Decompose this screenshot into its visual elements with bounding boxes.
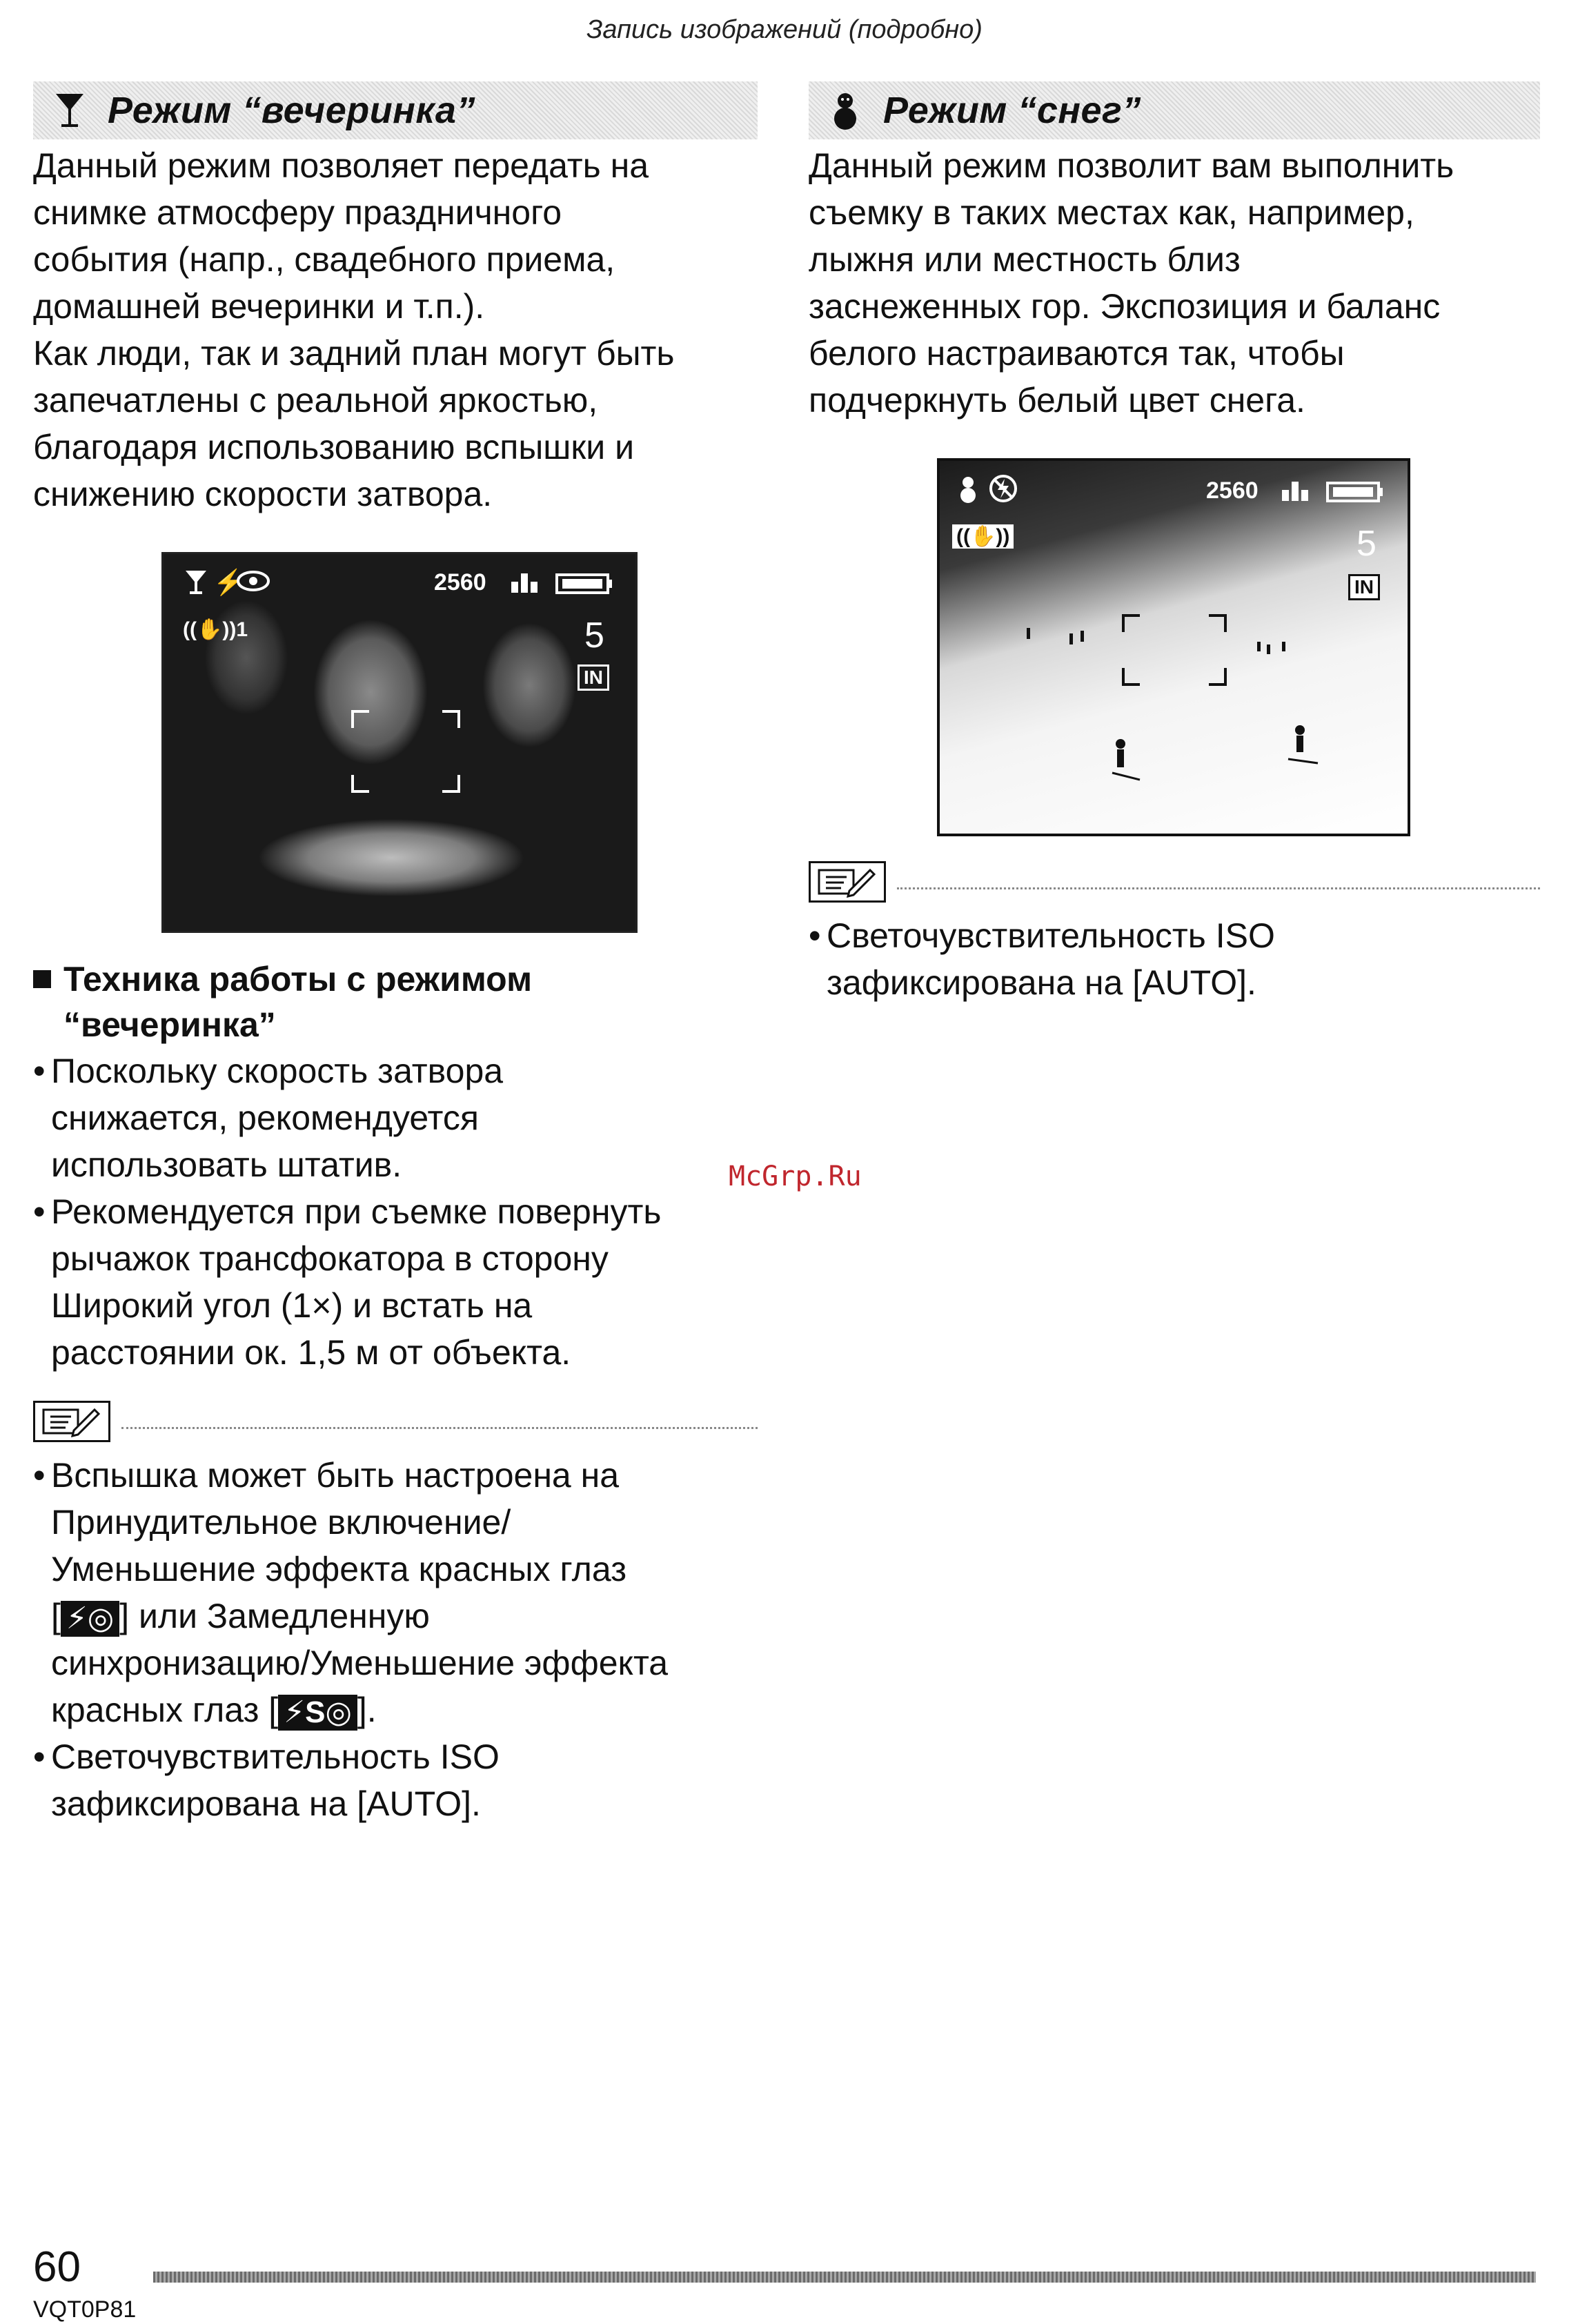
flash-redeye-badge: ⚡◎ (61, 1601, 119, 1637)
snow-camera-screen (937, 458, 1410, 836)
list-item: • Рекомендуется при съемке повернуть рычажок трансфокатора в сторону Широкий угол (1×) и встать на расстоянии ок. 1,5 м от объекта. (33, 1188, 758, 1376)
stabilizer-icon: ((✋)) (952, 524, 1014, 549)
party-intro-line: домашней вечеринки и т.п.). (33, 287, 485, 326)
shots-remaining: 5 (584, 616, 604, 656)
slow-sync-badge: ⚡S◎ (278, 1695, 357, 1731)
party-mode-osd-icon (184, 569, 208, 602)
technique-heading-line: Техника работы с режимом (63, 960, 533, 998)
party-mode-title: Режим “вечеринка” (108, 90, 475, 131)
flash-icon: ⚡ (213, 568, 244, 596)
af-frame-corner (351, 710, 369, 728)
af-frame-corner (442, 775, 460, 793)
snowman-icon (821, 86, 869, 135)
resolution-readout: 2560 (1206, 477, 1259, 504)
party-note-marker (33, 1401, 758, 1442)
party-intro (33, 142, 758, 518)
list-item: • Вспышка может быть настроена на Принудительное включение/ Уменьшение эффекта красных глаз [ ⚡◎ ] или Замедленную синхронизацию/Уменьшение эффекта красных глаз [ ⚡S◎ ]. (33, 1452, 758, 1733)
snow-note-marker (809, 861, 1540, 903)
shots-remaining: 5 (1356, 524, 1376, 564)
snow-intro-line: Данный режим позволит вам выполнить (809, 146, 1454, 185)
red-eye-icon (235, 569, 271, 596)
party-intro-line: снимке атмосферу праздничного (33, 193, 562, 232)
skier-figures (940, 461, 1408, 834)
list-item: • Поскольку скорость затвора снижается, рекомендуется использовать штатив. (33, 1047, 758, 1188)
party-intro-line: Как люди, так и задний план могут быть (33, 334, 675, 373)
quality-icon (509, 571, 540, 598)
snow-intro-line: подчеркнуть белый цвет снега. (809, 381, 1305, 420)
watermark: McGrp.Ru (729, 1161, 862, 1192)
battery-icon (555, 572, 613, 599)
section-header: Запись изображений (подробно) (586, 15, 983, 44)
party-camera-screen (161, 552, 638, 933)
snow-mode-title-bar (809, 81, 1540, 139)
party-intro-line: снижению скорости затвора. (33, 475, 493, 513)
technique-heading-line: “вечеринка” (63, 1005, 276, 1044)
snow-intro-line: белого настраиваются так, чтобы (809, 334, 1345, 373)
note-pencil-icon (33, 1401, 110, 1442)
party-intro-line: события (напр., свадебного приема, (33, 240, 615, 279)
party-mode-column (33, 81, 758, 1827)
note-pencil-icon (809, 861, 886, 903)
party-note-list (33, 1452, 758, 1827)
party-intro-line: Данный режим позволяет передать на (33, 146, 649, 185)
snow-intro-line: заснеженных гор. Экспозиция и баланс (809, 287, 1441, 326)
snow-mode-title: Режим “снег” (883, 90, 1141, 131)
party-mode-title-bar (33, 81, 758, 139)
party-technique-heading (33, 956, 758, 1047)
internal-memory-icon: IN (578, 664, 609, 691)
snow-note-list (809, 912, 1540, 1006)
document-code: VQT0P81 (33, 2296, 137, 2323)
snow-mode-column (809, 81, 1540, 1006)
party-technique-list (33, 1047, 758, 1376)
snow-intro-line: лыжня или местность близ (809, 240, 1241, 279)
note-divider (897, 887, 1540, 889)
heading-square-icon (33, 970, 51, 988)
resolution-readout: 2560 (434, 569, 486, 595)
cocktail-glass-icon (46, 86, 94, 135)
footer-bar (153, 2272, 1536, 2283)
page-number: 60 (33, 2243, 81, 2291)
af-frame-corner (442, 710, 460, 728)
note-divider (121, 1427, 758, 1429)
list-item: • Светочувствительность ISO зафиксирована на [AUTO]. (809, 912, 1540, 1006)
af-frame-corner (351, 775, 369, 793)
stabilizer-mode: 1 (236, 618, 248, 641)
internal-memory-icon: IN (1348, 574, 1380, 600)
party-intro-line: запечатлены с реальной яркостью, (33, 381, 598, 420)
list-item: • Светочувствительность ISO зафиксирована на [AUTO]. (33, 1733, 758, 1827)
party-intro-line: благодаря использованию вспышки и (33, 428, 635, 466)
snow-intro-line: съемку в таких местах как, например, (809, 193, 1414, 232)
stabilizer-icon: ((✋))1 (183, 618, 248, 641)
snow-intro (809, 142, 1540, 424)
